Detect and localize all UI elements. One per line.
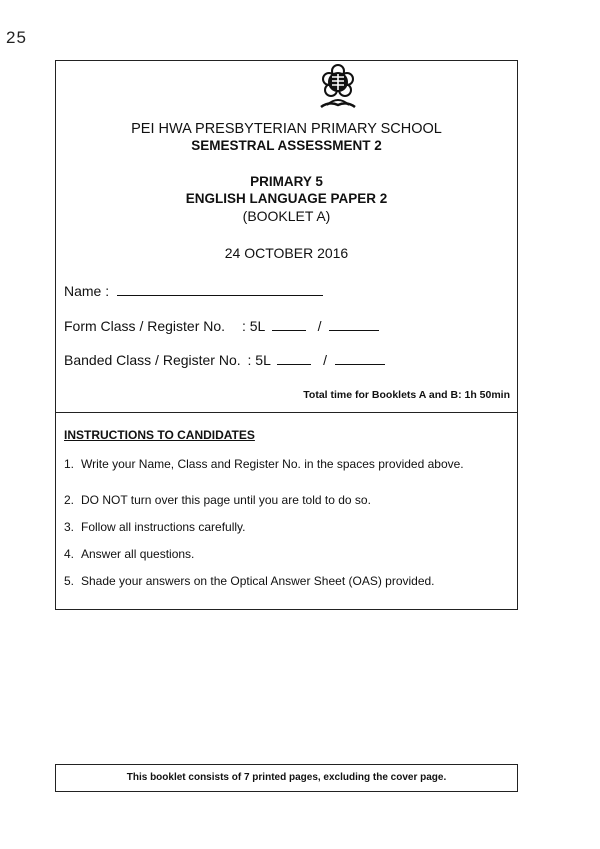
banded-class-slash: /	[323, 352, 328, 368]
form-register-blank[interactable]	[329, 318, 379, 331]
school-name: PEI HWA PRESBYTERIAN PRIMARY SCHOOL	[131, 121, 442, 137]
subject-title: ENGLISH LANGUAGE PAPER 2	[185, 191, 388, 206]
instruction-number: 4.	[64, 547, 75, 561]
total-time-note: Total time for Booklets A and B: 1h 50min	[303, 389, 510, 401]
instructions-heading: INSTRUCTIONS TO CANDIDATES	[64, 428, 255, 442]
banded-class-blank[interactable]	[277, 352, 311, 365]
assessment-title: SEMESTRAL ASSESSMENT 2	[191, 138, 382, 153]
instruction-text: DO NOT turn over this page until you are told to do so.	[81, 493, 371, 507]
instruction-number: 3.	[64, 520, 75, 534]
instruction-number: 1.	[64, 457, 75, 471]
form-class-prefix: : 5L	[241, 318, 265, 334]
instruction-text: Follow all instructions carefully.	[81, 520, 246, 534]
section-divider	[56, 412, 517, 413]
instruction-number: 2.	[64, 493, 75, 507]
page-number-mark: 25	[6, 28, 27, 47]
banded-register-blank[interactable]	[335, 352, 385, 365]
booklet-label: (BOOKLET A)	[242, 208, 331, 224]
instruction-item	[64, 520, 504, 547]
instruction-text: Answer all questions.	[81, 547, 195, 561]
school-crest-icon	[315, 61, 361, 117]
instruction-item	[64, 457, 504, 493]
form-class-blank[interactable]	[272, 318, 306, 331]
name-blank[interactable]	[117, 283, 323, 296]
instruction-item	[64, 547, 504, 574]
instruction-text: Shade your answers on the Optical Answer Sheet (OAS) provided.	[81, 574, 435, 588]
instruction-item	[64, 493, 504, 520]
form-class-slash: /	[317, 318, 322, 334]
name-field-row	[64, 283, 323, 299]
name-label: Name :	[64, 283, 110, 299]
level-title: PRIMARY 5	[250, 174, 323, 189]
instruction-text: Write your Name, Class and Register No. in the spaces provided above.	[81, 457, 464, 471]
banded-class-row	[64, 352, 385, 368]
instruction-number: 5.	[64, 574, 75, 588]
instruction-item	[64, 574, 504, 589]
form-class-row	[64, 318, 379, 334]
page-count-note: This booklet consists of 7 printed pages, excluding the cover page.	[55, 764, 518, 792]
cover-box	[55, 60, 518, 610]
form-class-label: Form Class / Register No.	[64, 318, 226, 334]
instructions-list	[64, 457, 504, 589]
exam-date: 24 OCTOBER 2016	[224, 245, 349, 261]
banded-class-label: Banded Class / Register No.	[64, 352, 241, 368]
banded-class-prefix: : 5L	[247, 352, 271, 368]
